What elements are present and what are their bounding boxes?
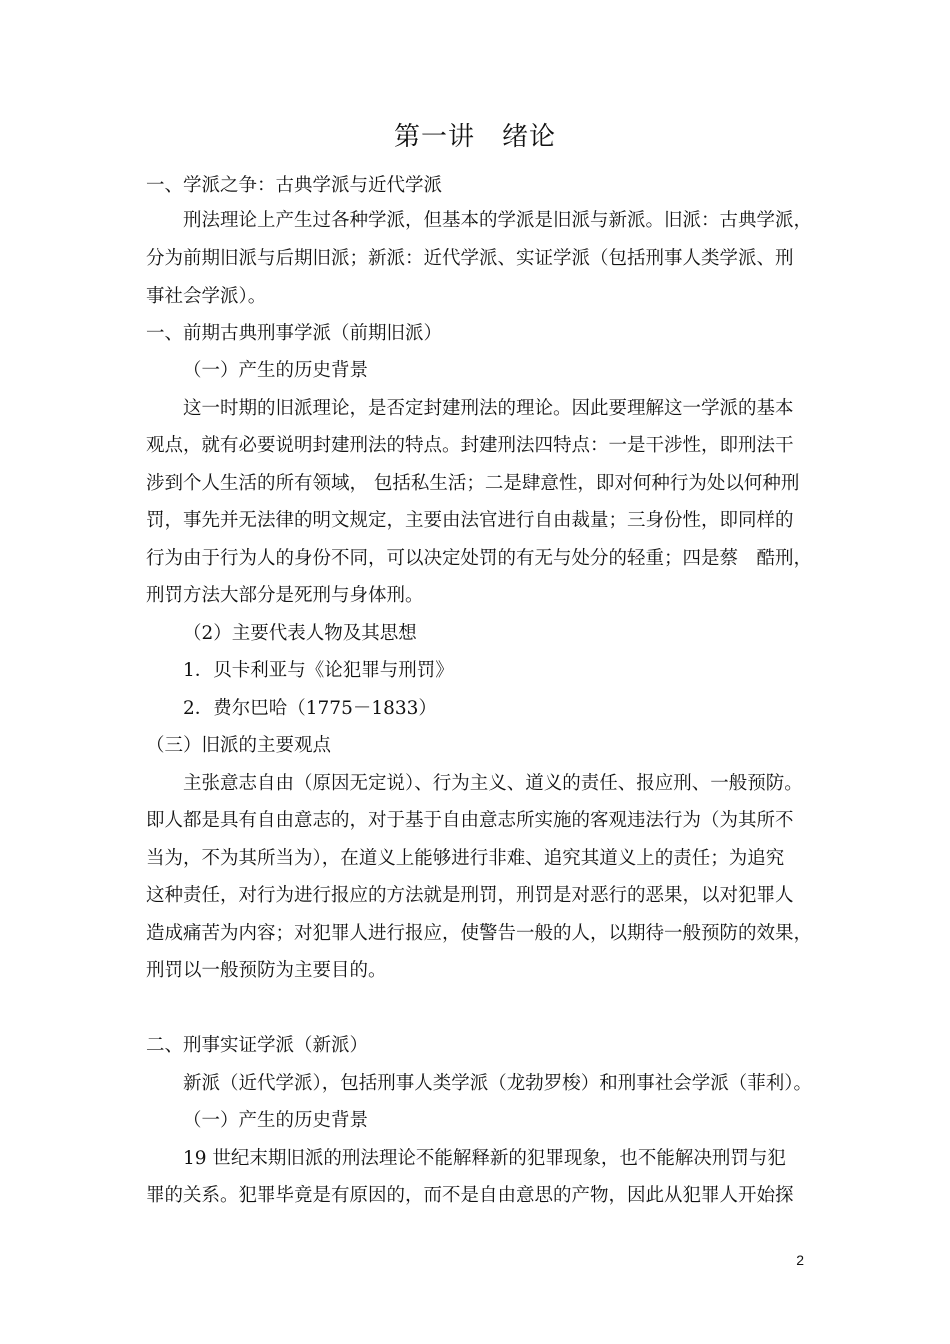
section-heading: 一、前期古典刑事学派（前期旧派） [146, 323, 443, 344]
paragraph-line: 罪的关系。犯罪毕竟是有原因的，而不是自由意思的产物，因此从犯罪人开始探 [146, 1185, 794, 1206]
paragraph-line: 分为前期旧派与后期旧派；新派：近代学派、实证学派（包括刑事人类学派、刑 [146, 248, 794, 269]
paragraph-line: 事社会学派）。 [146, 286, 267, 307]
paragraph-line: 这种责任，对行为进行报应的方法就是刑罚，刑罚是对恶行的恶果，以对犯罪人 [146, 885, 794, 906]
paragraph-line: 行为由于行为人的身份不同，可以决定处罚的有无与处分的轻重；四是蔡 酷刑， [146, 548, 813, 569]
paragraph-line: 涉到个人生活的所有领域， 包括私生活；二是肆意性，即对何种行为处以何种刑 [146, 473, 800, 494]
paragraph-line: 刑法理论上产生过各种学派，但基本的学派是旧派与新派。旧派：古典学派， [183, 210, 813, 231]
list-item: 1．贝卡利亚与《论犯罪与刑罚》 [183, 660, 454, 681]
subsection-heading: （三）旧派的主要观点 [146, 735, 332, 756]
page-title: 第一讲 绪论 [393, 122, 556, 152]
subsection-heading: （一）产生的历史背景 [183, 1110, 369, 1131]
paragraph-line: 新派（近代学派），包括刑事人类学派（龙勃罗梭）和刑事社会学派（菲利）。 [183, 1073, 813, 1094]
paragraph-line: 即人都是具有自由意志的，对于基于自由意志所实施的客观违法行为（为其所不 [146, 810, 794, 831]
paragraph-line: 当为，不为其所当为），在道义上能够进行非难、追究其道义上的责任；为追究 [146, 848, 785, 869]
subsection-heading: （一）产生的历史背景 [183, 360, 369, 381]
section-heading: 二、刑事实证学派（新派） [146, 1035, 369, 1056]
paragraph-line: 这一时期的旧派理论，是否定封建刑法的理论。因此要理解这一学派的基本 [183, 398, 794, 419]
page-number: 2 [796, 1252, 804, 1268]
paragraph-line: 刑罚方法大部分是死刑与身体刑。 [146, 585, 424, 606]
list-item: 2．费尔巴哈（1775－1833） [183, 698, 437, 719]
paragraph-line: 主张意志自由（原因无定说）、行为主义、道义的责任、报应刑、一般预防。 [183, 773, 803, 794]
paragraph-line: 造成痛苦为内容；对犯罪人进行报应，使警告一般的人，以期待一般预防的效果， [146, 923, 813, 944]
subsection-heading: （2）主要代表人物及其思想 [183, 623, 417, 644]
section-heading: 一、学派之争：古典学派与近代学派 [146, 175, 443, 196]
paragraph-line: 刑罚以一般预防为主要目的。 [146, 960, 387, 981]
paragraph-line: 观点，就有必要说明封建刑法的特点。封建刑法四特点：一是干涉性，即刑法干 [146, 435, 794, 456]
paragraph-line: 罚，事先并无法律的明文规定，主要由法官进行自由裁量；三身份性，即同样的 [146, 510, 794, 531]
paragraph-line: 19 世纪末期旧派的刑法理论不能解释新的犯罪现象，也不能解决刑罚与犯 [183, 1148, 786, 1169]
